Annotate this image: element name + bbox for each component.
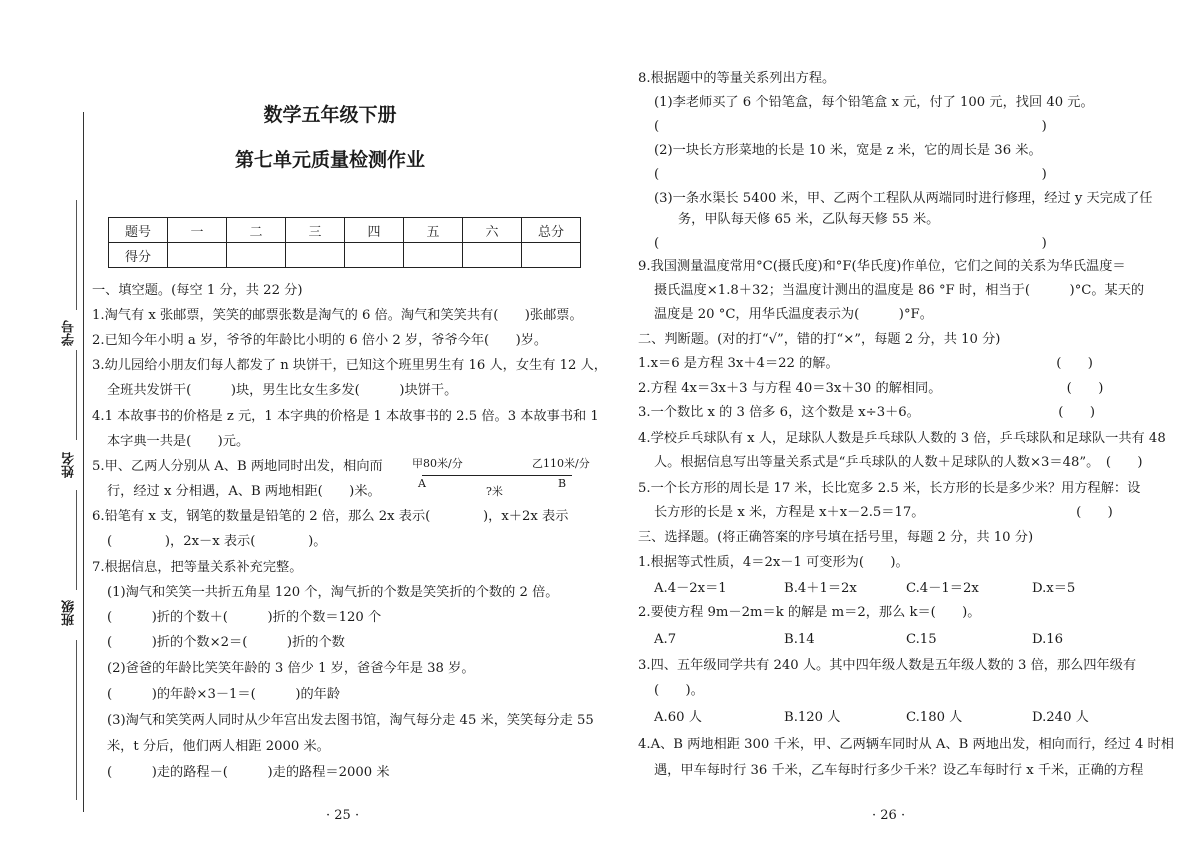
divider-line — [76, 490, 77, 590]
question-line: 3.四、五年级同学共有 240 人。其中四年级人数是五年级人数的 3 倍，那么四年级有 — [638, 658, 1137, 673]
option-c[interactable]: C.15 — [906, 632, 937, 647]
question-line: 2.方程 4x＝3x＋3 与方程 40＝3x＋30 的解相同。 ( ) — [638, 381, 1104, 396]
student-id-label: 学号 — [62, 320, 77, 346]
point-a-label: A — [418, 477, 426, 490]
page-number: · 26 · — [872, 808, 906, 823]
score-input-cell[interactable] — [522, 243, 581, 268]
question-line: (1)李老师买了 6 个铅笔盒，每个铅笔盒 x 元，付了 100 元，找回 40 元。 — [654, 95, 1094, 110]
score-input-cell[interactable] — [404, 243, 463, 268]
table-cell: 五 — [404, 218, 463, 243]
question-line: 4.学校乒乓球队有 x 人，足球队人数是乒乓球队人数的 3 倍，乒乓球队和足球队一共有 48 — [638, 431, 1166, 446]
table-cell: 四 — [345, 218, 404, 243]
question-line: 8.根据题中的等量关系列出方程。 — [638, 71, 836, 86]
question-line: (1)淘气和笑笑一共折五角星 120 个，淘气折的个数是笑笑折的个数的 2 倍。 — [107, 585, 559, 600]
question-line: 遇，甲车每时行 36 千米，乙车每时行多少千米？设乙车每时行 x 千米，正确的方程 — [654, 763, 1144, 778]
distance-label: ?米 — [486, 485, 503, 498]
class-label: 班级 — [62, 600, 77, 626]
unit-title: 第七单元质量检测作业 — [234, 149, 425, 171]
answer-line: ( )折的个数＋( )折的个数＝120 个 — [107, 610, 382, 625]
question-line: 1.根据等式性质，4＝2x－1 可变形为( )。 — [638, 555, 909, 570]
option-c[interactable]: C.4－1＝2x — [906, 581, 979, 596]
question-line: 务，甲队每天修 65 米，乙队每天修 55 米。 — [678, 212, 940, 227]
question-line: 温度是 20 °C，用华氏温度表示为( )°F。 — [654, 307, 933, 322]
divider-line — [76, 640, 77, 800]
answer-line: ( ) — [654, 167, 1047, 182]
question-line: 3.幼儿园给小朋友们每人都发了 n 块饼干，已知这个班里男生有 16 人，女生有 12 人， — [92, 358, 607, 373]
option-b[interactable]: B.14 — [784, 632, 815, 647]
question-line: 4.A、B 两地相距 300 千米，甲、乙两辆车同时从 A、B 两地出发，相向而行，经过 4 时相 — [638, 737, 1174, 752]
question-line: 摄氏温度×1.8＋32；当温度计测出的温度是 86 °F 时，相当于( )°C。某天的 — [654, 283, 1145, 298]
question-line: 6.铅笔有 x 支，钢笔的数量是铅笔的 2 倍，那么 2x 表示( )，x＋2x 表示 — [92, 509, 569, 524]
question-line: 2.要使方程 9m－2m＝k 的解是 m＝2，那么 k＝( )。 — [638, 605, 981, 620]
question-line: 2.已知今年小明 a 岁，爷爷的年龄比小明的 6 倍小 2 岁，爷爷今年( )岁。 — [92, 333, 548, 348]
question-line: 7.根据信息，把等量关系补充完整。 — [92, 560, 303, 575]
point-b-label: B — [558, 477, 567, 490]
question-line: (2)爸爸的年龄比笑笑年龄的 3 倍少 1 岁，爸爸今年是 38 岁。 — [107, 661, 475, 676]
question-line: 长方形的长是 x 米，方程是 x＋x－2.5＝17。 ( ) — [654, 505, 1113, 520]
question-line: 4.1 本故事书的价格是 z 元，1 本字典的价格是 1 本故事书的 2.5 倍。3 本故事书和 1 — [92, 409, 599, 424]
question-line: 3.一个数比 x 的 3 倍多 6，这个数是 x÷3＋6。 ( ) — [638, 405, 1095, 420]
answer-line: ( )走的路程－( )走的路程＝2000 米 — [107, 765, 390, 780]
option-d[interactable]: D.x＝5 — [1032, 581, 1076, 596]
question-line: 米，t 分后，他们两人相距 2000 米。 — [107, 739, 330, 754]
score-input-cell[interactable] — [345, 243, 404, 268]
binding-line — [83, 112, 84, 812]
question-line: (2)一块长方形菜地的长是 10 米，宽是 z 米，它的周长是 36 米。 — [654, 143, 1042, 158]
table-cell: 一 — [168, 218, 227, 243]
table-cell: 得分 — [109, 243, 168, 268]
speed-a-label: 甲80米/分 — [412, 457, 463, 470]
option-d[interactable]: D.240 人 — [1032, 710, 1089, 725]
question-line: 9.我国测量温度常用°C(摄氏度)和°F(华氏度)作单位，它们之间的关系为华氏温度＝ — [638, 259, 1126, 274]
question-line: 人。根据信息写出等量关系式是“乒乓球队的人数＋足球队的人数×3＝48”。 ( ) — [654, 455, 1143, 470]
question-line: 5.一个长方形的周长是 17 米，长比宽多 2.5 米，长方形的长是多少米？用方程解：设 — [638, 481, 1141, 496]
question-line: ( )。 — [654, 683, 704, 698]
book-title: 数学五年级下册 — [263, 104, 397, 126]
option-b[interactable]: B.4＋1＝2x — [784, 581, 857, 596]
question-line: (3)淘气和笑笑两人同时从少年宫出发去图书馆，淘气每分走 45 米，笑笑每分走 55 — [107, 713, 594, 728]
section-heading: 一、填空题。(每空 1 分，共 22 分) — [92, 283, 303, 298]
divider-line — [76, 350, 77, 440]
answer-line: ( )的年龄×3－1＝( )的年龄 — [107, 687, 341, 702]
question-line: 行，经过 x 分相遇，A、B 两地相距( )米。 — [107, 484, 381, 499]
answer-line: ( ) — [654, 236, 1047, 251]
answer-line: ( ) — [654, 119, 1047, 134]
distance-diagram — [412, 455, 592, 498]
table-cell: 二 — [227, 218, 286, 243]
table-row — [109, 218, 581, 243]
table-cell: 总分 — [522, 218, 581, 243]
distance-line — [422, 475, 572, 476]
option-b[interactable]: B.120 人 — [784, 710, 841, 725]
question-line: 全班共发饼干( )块，男生比女生多发( )块饼干。 — [107, 383, 458, 398]
score-input-cell[interactable] — [286, 243, 345, 268]
score-input-cell[interactable] — [463, 243, 522, 268]
question-line: (3)一条水渠长 5400 米，甲、乙两个工程队从两端同时进行修理，经过 y 天完成了任 — [654, 191, 1153, 206]
section-heading: 二、判断题。(对的打“√”，错的打“×”，每题 2 分，共 10 分) — [638, 332, 1001, 347]
score-table — [108, 217, 581, 268]
question-line: ( )，2x－x 表示( )。 — [107, 534, 327, 549]
right-page — [600, 0, 1200, 849]
section-heading: 三、选择题。(将正确答案的序号填在括号里，每题 2 分，共 10 分) — [638, 530, 1034, 545]
table-row — [109, 243, 581, 268]
option-a[interactable]: A.4－2x＝1 — [654, 581, 727, 596]
question-line: 5.甲、乙两人分别从 A、B 两地同时出发，相向而 — [92, 459, 383, 474]
option-c[interactable]: C.180 人 — [906, 710, 963, 725]
name-label: 姓名 — [62, 452, 77, 478]
question-line: 本字典一共是( )元。 — [107, 434, 250, 449]
speed-b-label: 乙110米/分 — [532, 457, 590, 470]
table-cell: 题号 — [109, 218, 168, 243]
option-a[interactable]: A.7 — [654, 632, 677, 647]
table-cell: 三 — [286, 218, 345, 243]
question-line: 1.淘气有 x 张邮票，笑笑的邮票张数是淘气的 6 倍。淘气和笑笑共有( )张邮票。 — [92, 308, 583, 323]
page-number: · 25 · — [326, 808, 360, 823]
answer-line: ( )折的个数×2＝( )折的个数 — [107, 635, 345, 650]
option-d[interactable]: D.16 — [1032, 632, 1064, 647]
question-line: 1.x＝6 是方程 3x＋4＝22 的解。 ( ) — [638, 356, 1093, 371]
option-a[interactable]: A.60 人 — [654, 710, 702, 725]
score-input-cell[interactable] — [168, 243, 227, 268]
divider-line — [76, 200, 77, 310]
table-cell: 六 — [463, 218, 522, 243]
score-input-cell[interactable] — [227, 243, 286, 268]
